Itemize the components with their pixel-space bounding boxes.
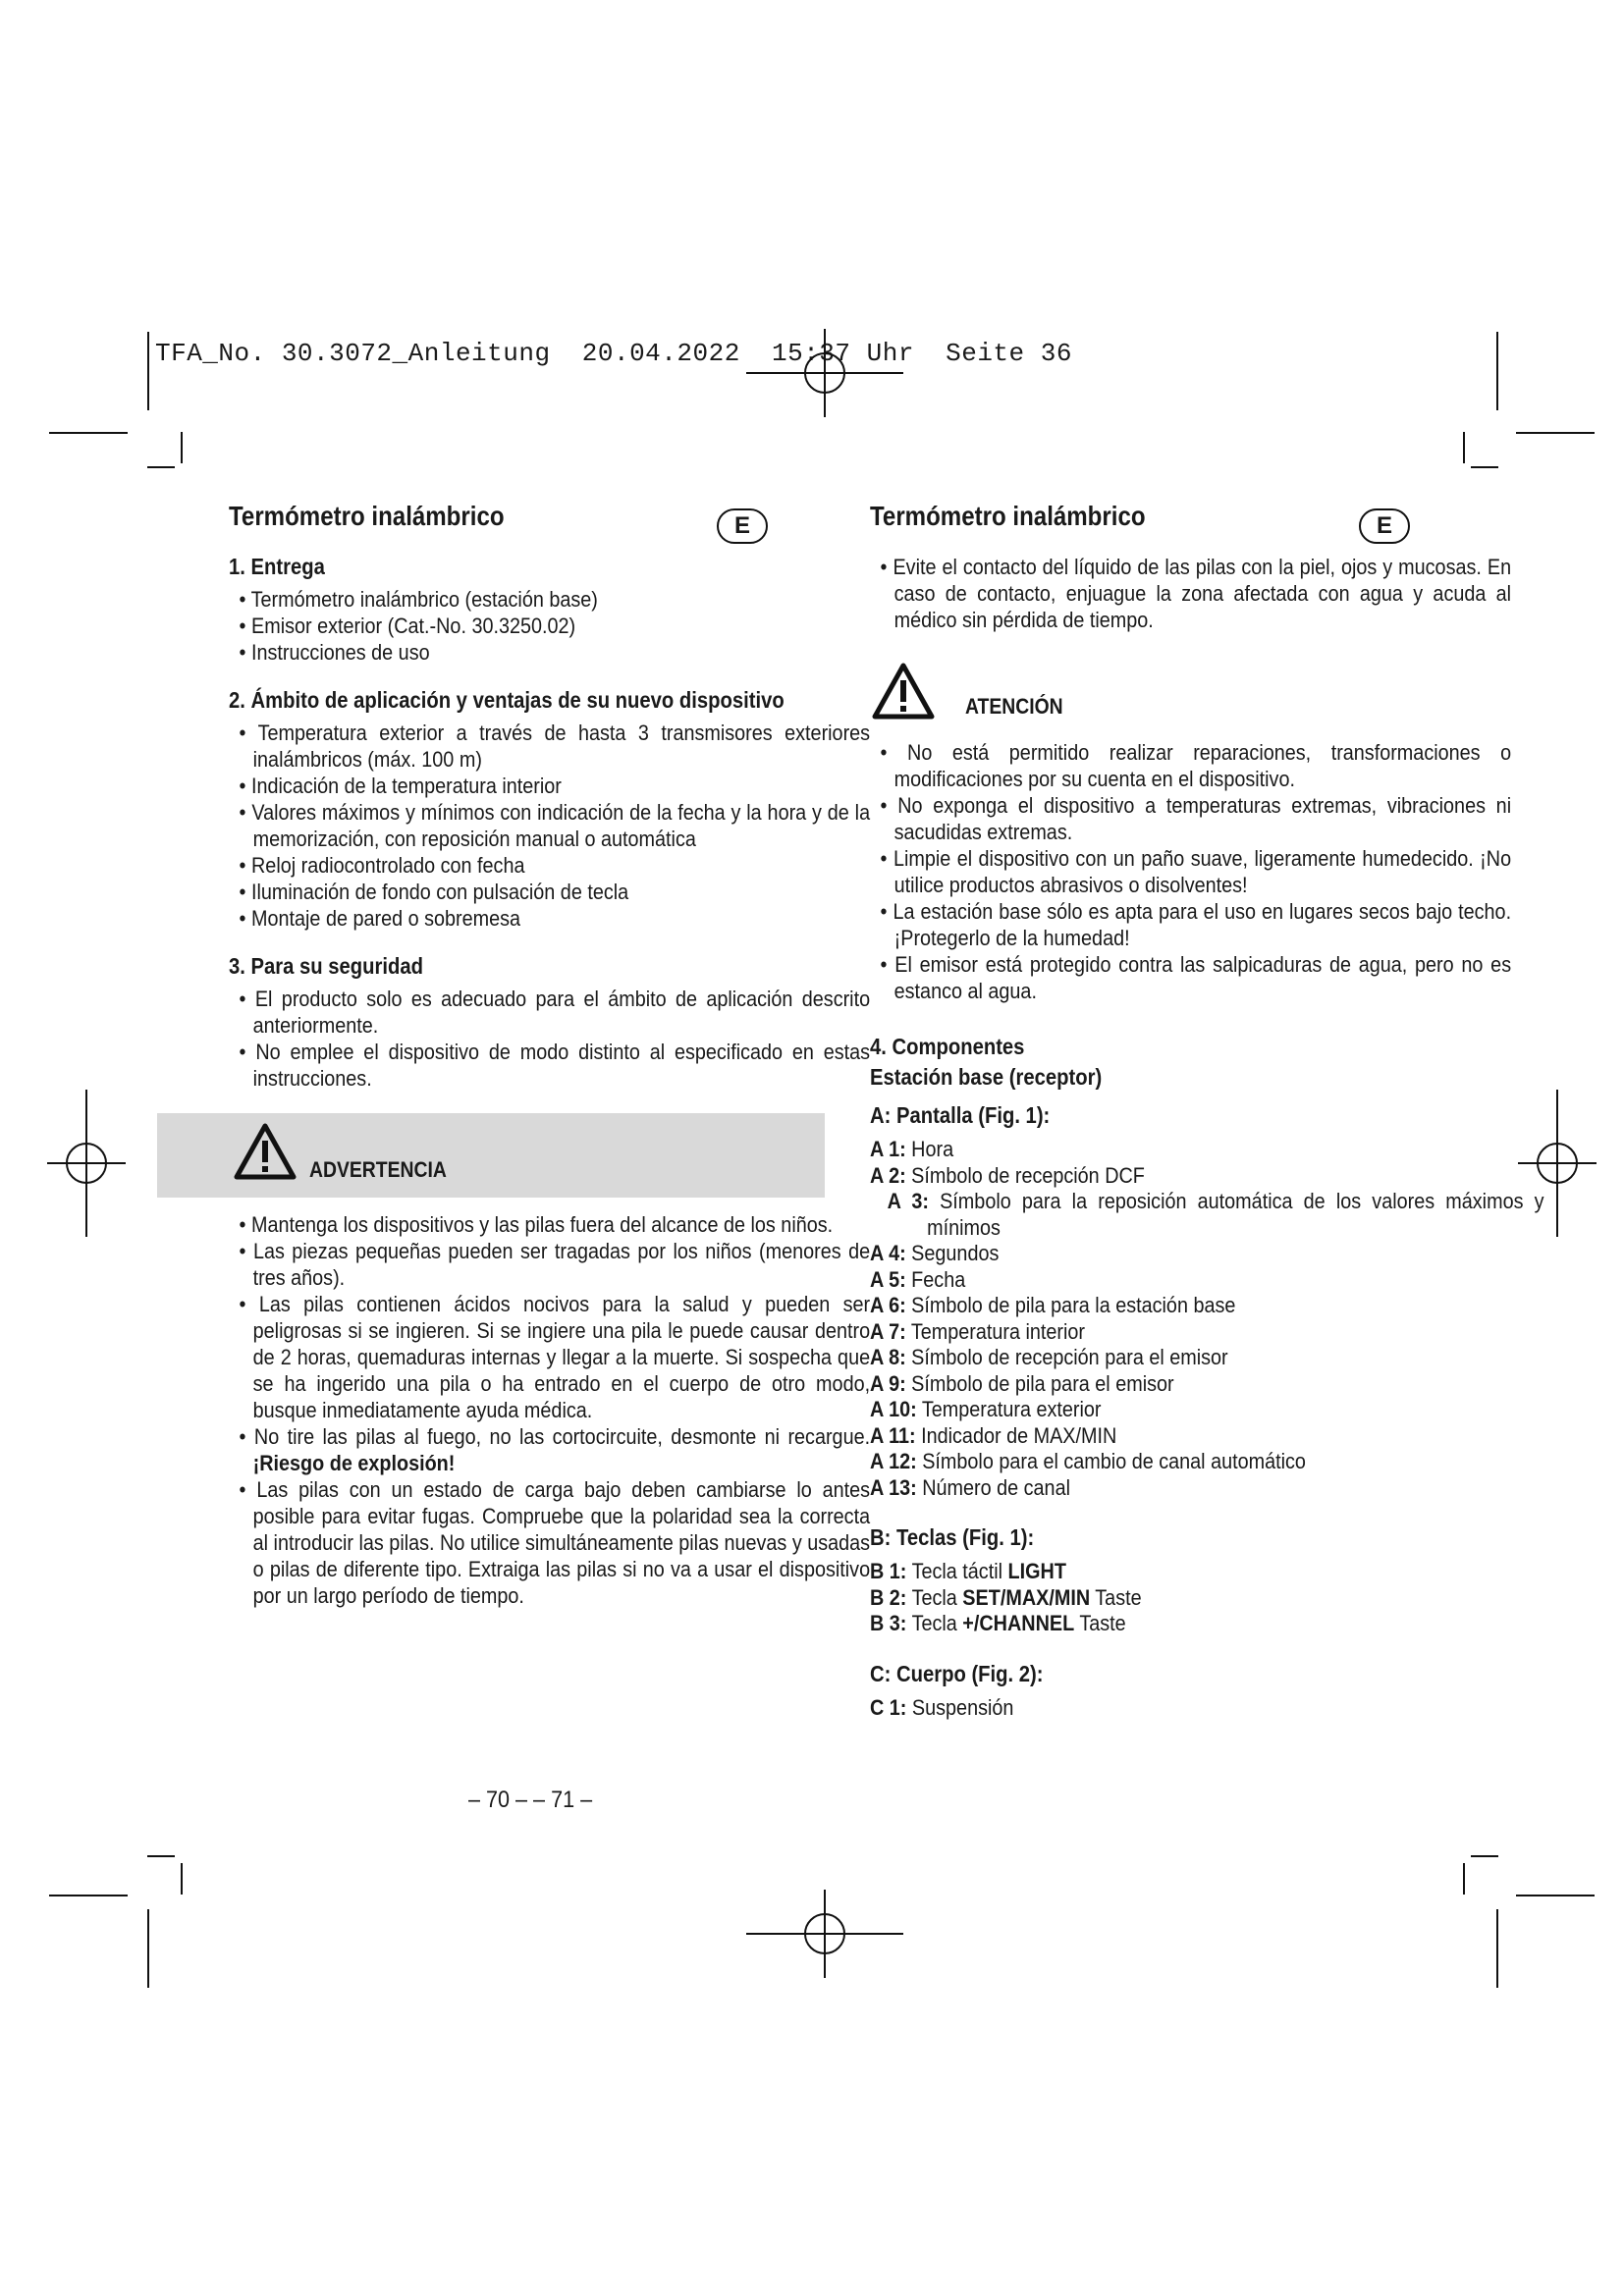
registration-mark <box>746 1890 903 1978</box>
legend-row <box>870 1371 1527 1398</box>
legend-row <box>870 1695 1527 1722</box>
list-item: • El producto solo es adecuado para el ámbito de aplicación descrito anteriormente. <box>229 986 870 1039</box>
legend-row <box>870 1293 1527 1319</box>
safety-list <box>229 986 871 1092</box>
attention-label: ATENCIÓN <box>965 694 1063 719</box>
key-name: +/CHANNEL <box>962 1611 1075 1635</box>
legend-key: A 6: <box>870 1293 906 1317</box>
legend-key: A 2: <box>870 1162 906 1188</box>
legend-row <box>870 1267 1527 1294</box>
key-name: SET/MAX/MIN <box>962 1584 1091 1610</box>
legend-row <box>870 1163 1527 1190</box>
crop-mark <box>181 432 183 463</box>
legend-value: Segundos <box>911 1241 1000 1265</box>
registration-mark <box>47 1090 126 1237</box>
crop-mark <box>147 1855 175 1857</box>
legend-key: A 7: <box>870 1318 906 1344</box>
page-title: Termómetro inalámbrico <box>229 501 505 531</box>
legend-value: Símbolo de pila para el emisor <box>911 1370 1174 1396</box>
legend-value: Hora <box>911 1137 954 1161</box>
legend-key: B 3: <box>870 1611 907 1635</box>
legend-row <box>870 1423 1527 1450</box>
legend-key: A 9: <box>870 1370 906 1396</box>
legend-row <box>870 1319 1527 1346</box>
legend-value: Símbolo de pila para la estación base <box>911 1293 1236 1317</box>
crop-mark <box>49 1895 128 1896</box>
crop-mark <box>1496 1909 1498 1988</box>
list-item: • Emisor exterior (Cat.-No. 30.3250.02) <box>229 613 870 639</box>
legend-row <box>870 1585 1527 1612</box>
warning-banner <box>157 1113 825 1198</box>
legend-row <box>870 1189 1544 1241</box>
legend-value: Taste <box>1079 1611 1126 1635</box>
section-heading: 4. Componentes <box>870 1034 1025 1059</box>
list-item: • No está permitido realizar reparaciones, transformaciones o modificaciones por su cuenta en el dispositivo. <box>870 739 1511 792</box>
legend-key: A 4: <box>870 1241 906 1265</box>
legend-row <box>870 1241 1527 1267</box>
crop-mark <box>147 1909 149 1988</box>
crop-mark <box>1463 432 1465 463</box>
list-item: • Temperatura exterior a través de hasta 3 transmisores exteriores inalámbricos (máx. 100 m) <box>229 720 870 773</box>
crop-mark <box>1516 432 1595 434</box>
legend-key: A 11: <box>870 1422 916 1448</box>
list-item: • No exponga el dispositivo a temperaturas extremas, vibraciones ni sacudidas extremas. <box>870 792 1511 845</box>
legend-row <box>870 1397 1527 1423</box>
legend-key: A 8: <box>870 1345 906 1369</box>
keys-legend <box>870 1559 1490 1637</box>
right-column <box>870 501 1544 1721</box>
legend-value: Tecla <box>911 1611 957 1635</box>
list-item: • Las piezas pequeñas pueden ser tragadas por los niños (menores de tres años). <box>229 1238 870 1291</box>
explosion-warning: ¡Riesgo de explosión! <box>252 1451 456 1475</box>
section-heading: 3. Para su seguridad <box>229 953 423 979</box>
list-item: • Instrucciones de uso <box>229 639 870 666</box>
list-item: • Termómetro inalámbrico (estación base) <box>229 586 870 613</box>
key-name: LIGHT <box>1007 1559 1066 1583</box>
language-badge: E <box>1359 508 1410 544</box>
legend-key: C 1: <box>870 1694 907 1720</box>
crop-mark <box>1496 332 1498 410</box>
list-item: • Mantenga los dispositivos y las pilas fuera del alcance de los niños. <box>229 1211 870 1238</box>
language-badge: E <box>717 508 768 544</box>
list-item: • Limpie el dispositivo con un paño suave, ligeramente humedecido. ¡No utilice productos abrasivos o disolventes! <box>870 845 1511 898</box>
list-item: • Evite el contacto del líquido de las pilas con la piel, ojos y mucosas. En caso de contacto, enjuague la zona afectada con agua y acuda al médico sin pérdida de tiempo. <box>870 554 1511 633</box>
list-item: • El emisor está protegido contra las salpicaduras de agua, pero no es estanco al agua. <box>870 951 1511 1004</box>
warning-triangle-icon <box>234 1123 297 1180</box>
legend-key: A 12: <box>870 1449 917 1473</box>
crop-mark <box>181 1863 183 1895</box>
legend-value: Taste <box>1095 1584 1142 1610</box>
warning-label: ADVERTENCIA <box>309 1157 447 1182</box>
legend-key: A 10: <box>870 1397 917 1421</box>
legend-key: A 13: <box>870 1474 917 1500</box>
crop-mark <box>1471 466 1498 468</box>
legend-value: Símbolo de recepción para el emisor <box>911 1345 1228 1369</box>
list-item <box>229 1423 870 1476</box>
legend-key: B 2: <box>870 1584 907 1610</box>
list-item: • Las pilas contienen ácidos nocivos para la salud y pueden ser peligrosas si se ingieren. Si se ingiere una pila le puede causar dentro de 2 horas, quemaduras internas y llegar a la muerte. Si sospecha que se ha ingerido una pila o ha entrado en el cuerpo de otro modo, busque inmediatamente ayuda médica. <box>229 1291 870 1423</box>
subsection-heading: Estación base (receptor) <box>870 1064 1103 1090</box>
crop-mark <box>49 432 128 434</box>
legend-value: Símbolo para la reposición automática de los valores máximos y mínimos <box>927 1189 1544 1240</box>
attention-banner <box>870 655 1490 731</box>
subsection-heading: A: Pantalla (Fig. 1): <box>870 1102 1051 1128</box>
legend-key: A 5: <box>870 1266 906 1292</box>
subsection-heading: B: Teclas (Fig. 1): <box>870 1524 1035 1550</box>
legend-row <box>870 1137 1527 1163</box>
delivery-list <box>229 586 849 666</box>
page-title: Termómetro inalámbrico <box>870 501 1146 531</box>
list-item: • Reloj radiocontrolado con fecha <box>229 852 870 879</box>
attention-list <box>870 739 1512 1004</box>
legend-row <box>870 1559 1527 1585</box>
features-list <box>229 720 871 932</box>
legend-row <box>870 1449 1527 1475</box>
list-item-text: No tire las pilas al fuego, no las cortocircuite, desmonte ni recargue. <box>253 1424 871 1449</box>
legend-key: B 1: <box>870 1559 907 1583</box>
list-item: • No emplee el dispositivo de modo distinto al especificado en estas instrucciones. <box>229 1039 870 1092</box>
crop-mark <box>1463 1863 1465 1895</box>
legend-value: Tecla táctil <box>911 1559 1003 1583</box>
legend-value: Suspensión <box>911 1694 1014 1720</box>
battery-list <box>870 554 1512 633</box>
crop-mark <box>1471 1855 1498 1857</box>
section-heading: 2. Ámbito de aplicación y ventajas de su nuevo dispositivo <box>229 687 785 713</box>
page-numbers: – 70 – – 71 – <box>468 1787 593 1813</box>
crop-mark <box>147 332 149 410</box>
legend-value: Indicador de MAX/MIN <box>921 1422 1117 1448</box>
legend-row <box>870 1475 1527 1502</box>
display-legend <box>870 1137 1544 1501</box>
registration-mark <box>746 329 903 417</box>
warning-triangle-icon <box>872 663 935 720</box>
legend-value: Temperatura interior <box>910 1318 1086 1344</box>
list-item: • Montaje de pared o sobremesa <box>229 905 870 932</box>
list-item: • La estación base sólo es apta para el uso en lugares secos bajo techo. ¡Protegerlo de la humedad! <box>870 898 1511 951</box>
legend-value: Tecla <box>911 1584 957 1610</box>
list-item: • Valores máximos y mínimos con indicación de la fecha y la hora y de la memorización, con reposición manual o automática <box>229 799 870 852</box>
list-item: • Indicación de la temperatura interior <box>229 773 870 799</box>
left-column <box>229 501 871 1609</box>
subsection-heading: C: Cuerpo (Fig. 2): <box>870 1660 1044 1686</box>
housing-legend <box>870 1695 1490 1722</box>
printer-slug: TFA_No. 30.3072_Anleitung 20.04.2022 15:37 Uhr Seite 36 <box>155 339 1072 368</box>
legend-row <box>870 1345 1527 1371</box>
legend-value: Símbolo de recepción DCF <box>911 1162 1145 1188</box>
list-item: • Las pilas con un estado de carga bajo deben cambiarse lo antes posible para evitar fugas. Compruebe que la polaridad sea la correcta al introducir las pilas. No utilice simultáneamente pilas nuevas y usadas o pilas de diferente tipo. Extraiga las pilas si no va a usar el dispositivo por un largo período de tiempo. <box>229 1476 870 1609</box>
legend-key: A 3: <box>887 1189 929 1213</box>
crop-mark <box>147 466 175 468</box>
legend-value: Fecha <box>911 1266 966 1292</box>
legend-value: Número de canal <box>922 1474 1070 1500</box>
list-item: • Iluminación de fondo con pulsación de tecla <box>229 879 870 905</box>
legend-row <box>870 1611 1527 1637</box>
legend-value: Símbolo para el cambio de canal automático <box>922 1449 1306 1473</box>
legend-key: A 1: <box>870 1137 906 1161</box>
legend-value: Temperatura exterior <box>921 1397 1102 1421</box>
crop-mark <box>1516 1895 1595 1896</box>
section-heading: 1. Entrega <box>229 554 325 579</box>
warning-list <box>229 1211 871 1609</box>
